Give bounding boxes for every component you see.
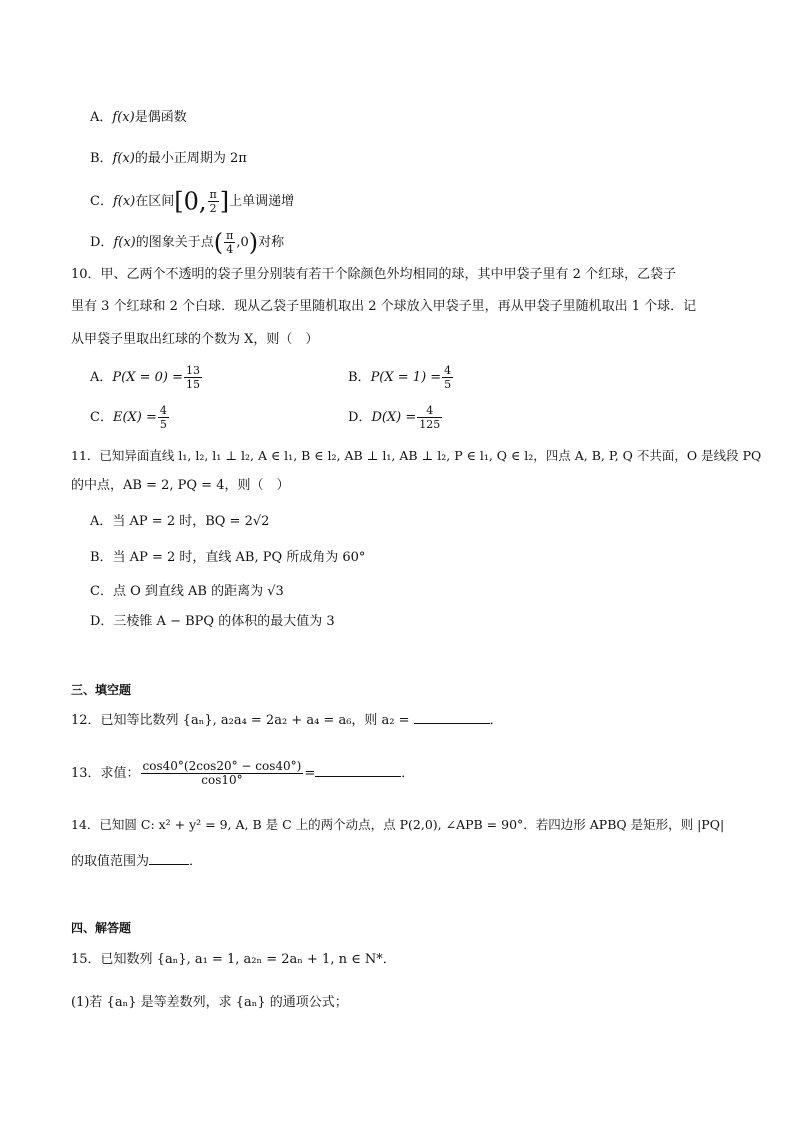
q14-stem-line2 <box>71 852 202 872</box>
fraction-num: π <box>226 229 234 242</box>
fraction-den: cos10° <box>201 773 243 787</box>
q14-stem-line1: 14．已知圆 C: x² + y² = 9, A, B 是 C 上的两个动点，点 P(2,0), ∠APB = 90°．若四边形 APBQ 是矩形，则 |PQ| <box>71 817 725 832</box>
fraction <box>442 364 453 391</box>
option-letter: A． <box>90 110 113 125</box>
q11-stem-line1: 11．已知异面直线 l₁, l₂, l₁ ⊥ l₂, A ∈ l₁, B ∈ l₂, AB ⊥ l₁, AB ⊥ l₂, P ∈ l₁, Q ∈ l₂，四点 A, B, P, Q 不共面，O 是线段 PQ <box>71 448 762 463</box>
q9-option-a <box>90 108 187 128</box>
fraction <box>224 229 235 256</box>
q14-text: 的取值范围为 <box>71 854 150 869</box>
option-lhs: P(X = 0) = <box>112 370 183 385</box>
q10-stem-line3: 从甲袋子里取出红球的个数为 X，则（ ） <box>71 332 319 347</box>
option-lhs: D(X) = <box>371 410 417 425</box>
option-text: 在区间 <box>135 194 175 209</box>
option-letter: D． <box>90 235 114 250</box>
q10-stem-line1: 10．甲、乙两个不透明的袋子里分别装有若干个除颜色外均相同的球，其中甲袋子里有 2 个红球，乙袋子 <box>71 267 677 282</box>
q15-stem-line1: 15．已知数列 {aₙ}, a₁ = 1, a₂ₙ = 2aₙ + 1, n ∈ N*． <box>71 952 396 967</box>
q10-option-b <box>348 364 454 391</box>
option-letter: C． <box>90 410 113 425</box>
option-text: 上单调递增 <box>229 194 295 209</box>
fraction <box>208 188 219 215</box>
q9-option-d <box>90 229 284 256</box>
q11-option-c: C．点 O 到直线 AB 的距离为 √3 <box>90 584 284 599</box>
fraction-den: 4 <box>226 243 234 256</box>
option-lhs: P(X = 1) = <box>370 370 442 385</box>
q9-option-b <box>90 149 247 169</box>
paren-open: ( <box>213 228 224 257</box>
q13 <box>71 760 414 787</box>
option-text: 对称 <box>258 235 285 250</box>
option-letter: A． <box>90 370 113 385</box>
answer-blank[interactable] <box>315 764 401 777</box>
fraction <box>158 404 169 431</box>
q11-option-b: B．当 AP = 2 时，直线 AB, PQ 所成角为 60° <box>90 550 366 565</box>
fraction <box>141 760 304 787</box>
fraction-den: 5 <box>159 418 167 431</box>
q9-option-c <box>90 188 294 215</box>
function-expr: f(x) <box>112 110 135 125</box>
section-title-solutions: 四、解答题 <box>71 921 132 935</box>
option-text: 的图象关于点 <box>135 235 214 250</box>
q12 <box>71 711 503 731</box>
option-letter: B． <box>90 151 113 166</box>
fraction-num: 13 <box>186 364 200 377</box>
option-text: 的最小正周期为 2π <box>134 151 247 166</box>
function-expr: f(x) <box>112 194 136 209</box>
interval-close: ] <box>219 187 230 216</box>
q15-part1: (1)若 {aₙ} 是等差数列，求 {aₙ} 的通项公式； <box>71 995 348 1010</box>
point-tail: ,0 <box>236 235 249 250</box>
option-letter: C． <box>90 194 113 209</box>
q11-option-a: A．当 AP = 2 时，BQ = 2√2 <box>90 514 270 529</box>
fraction-den: 15 <box>186 378 200 391</box>
function-expr: f(x) <box>113 235 136 250</box>
function-expr: f(x) <box>112 151 135 166</box>
option-lhs: E(X) = <box>112 410 157 425</box>
q10-option-d <box>348 404 443 431</box>
q13-end: ． <box>401 766 415 781</box>
equals-sign: = <box>304 766 316 781</box>
fraction-num: 4 <box>417 404 442 418</box>
fraction-num: 4 <box>444 364 452 377</box>
fraction-den: 5 <box>444 378 452 391</box>
fraction-den: 2 <box>209 202 217 215</box>
q11-stem-line2: 的中点，AB = 2, PQ = 4，则（ ） <box>71 478 290 493</box>
q12-text: 12．已知等比数列 {aₙ}, a₂a₄ = 2a₂ + a₄ = a₆，则 a₂ = <box>71 713 410 728</box>
q12-end: ． <box>489 713 503 728</box>
fraction-num: 4 <box>159 404 167 417</box>
paren-close: ) <box>248 228 259 257</box>
fraction-den: 125 <box>419 418 441 431</box>
answer-blank[interactable] <box>149 852 189 865</box>
fraction-num: cos40°(2cos20° − cos40°) <box>142 759 302 773</box>
q11-option-d: D．三棱锥 A − BPQ 的体积的最大值为 3 <box>90 614 335 629</box>
q10-option-a <box>90 364 203 391</box>
option-text: 是偶函数 <box>134 110 187 125</box>
q10-stem-line2: 里有 3 个红球和 2 个白球．现从乙袋子里随机取出 2 个球放入甲袋子里，再从甲袋子里随机取出 1 个球．记 <box>71 299 697 314</box>
section-title-fill-in: 三、填空题 <box>71 683 132 697</box>
q10-option-c <box>90 404 170 431</box>
fraction-num: π <box>209 188 217 201</box>
q14-end: ． <box>189 854 203 869</box>
fraction <box>184 364 202 391</box>
option-letter: B． <box>348 370 371 385</box>
interval-open: [0, <box>174 187 207 216</box>
answer-blank[interactable] <box>414 711 490 724</box>
fraction <box>417 404 442 431</box>
q13-prefix: 13．求值： <box>71 766 140 781</box>
option-letter: D． <box>348 410 372 425</box>
